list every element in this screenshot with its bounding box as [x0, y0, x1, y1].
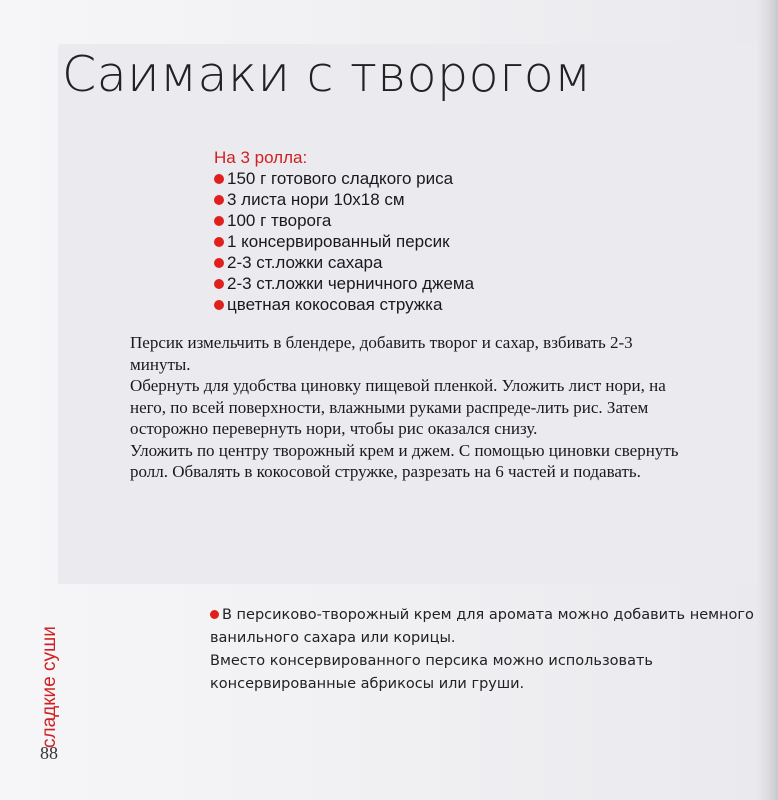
section-side-label: сладкие суши: [39, 626, 60, 748]
bullet-dot-icon: [214, 195, 224, 205]
binding-shadow: [756, 0, 778, 800]
ingredient-item: 1 консервированный персик: [214, 231, 634, 252]
bullet-dot-icon: [214, 216, 224, 226]
tips-block: [210, 604, 754, 696]
instructions-block: [130, 332, 690, 483]
bullet-dot-icon: [214, 300, 224, 310]
instruction-paragraph: Уложить по центру творожный крем и джем. С помощью циновки свернуть ролл. Обвалять в кокосовой стружке, разрезать на 6 частей и подавать.: [130, 440, 679, 481]
bullet-dot-icon: [214, 258, 224, 268]
instruction-paragraph: Обернуть для удобства циновку пищевой пленкой. Уложить лист нори, на него, по всей поверхности, влажными руками распреде-лить рис. Затем осторожно перевернуть нори, чтобы рис оказался снизу.: [130, 376, 666, 438]
ingredients-header: На 3 ролла:: [214, 148, 308, 167]
tip-line: ванильного сахара или корицы.: [210, 630, 456, 646]
tip-line: консервированные абрикосы или груши.: [210, 676, 525, 692]
ingredient-item: 150 г готового сладкого риса: [214, 168, 634, 189]
recipe-title: Саимаки с творогом: [62, 46, 592, 103]
instruction-paragraph: Персик измельчить в блендере, добавить творог и сахар, взбивать 2-3 минуты.: [130, 333, 633, 374]
bullet-dot-icon: [214, 237, 224, 247]
ingredient-item: 2-3 ст.ложки черничного джема: [214, 273, 634, 294]
bullet-dot-icon: [214, 174, 224, 184]
ingredients-block: [214, 147, 634, 315]
bullet-dot-icon: [214, 279, 224, 289]
bullet-dot-icon: [210, 610, 219, 619]
tip-line: Вместо консервированного персика можно использовать: [210, 653, 653, 669]
ingredient-item: 3 листа нори 10x18 см: [214, 189, 634, 210]
tip-line: В персиково-творожный крем для аромата можно добавить немного: [210, 604, 750, 627]
ingredient-item: цветная кокосовая стружка: [214, 294, 634, 315]
ingredient-item: 2-3 ст.ложки сахара: [214, 252, 634, 273]
page-number: 88: [40, 743, 58, 763]
ingredients-list: [214, 168, 634, 315]
ingredient-item: 100 г творога: [214, 210, 634, 231]
